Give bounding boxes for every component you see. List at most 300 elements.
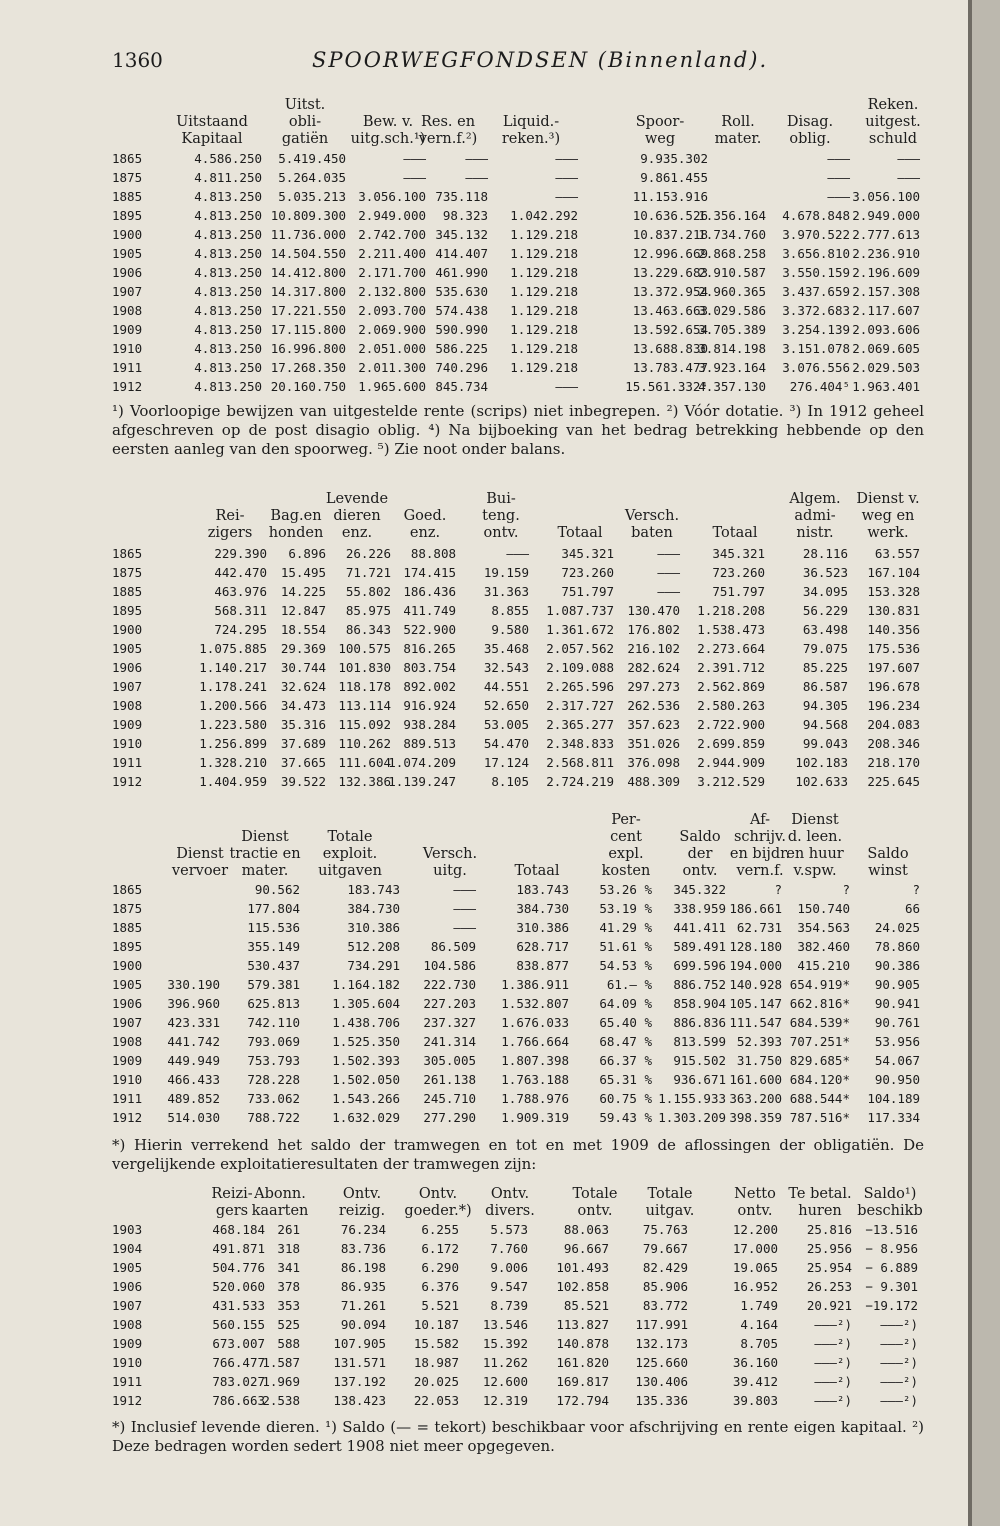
table-cell: 37.689 [280,736,326,751]
table-cell: 277.290 [423,1110,476,1125]
column-header: Spoor- weg [635,114,685,147]
table-cell: 161.820 [556,1355,609,1370]
column-header: Saldo winst [867,846,909,879]
table-row [112,679,920,698]
table-cell: 261 [277,1222,300,1237]
table-cell: 384.730 [347,901,400,916]
table-cell: 261.138 [423,1072,476,1087]
table-cell: 463.976 [214,584,267,599]
table-cell: 60.75 % [599,1091,652,1106]
table-cell: 489.852 [167,1091,220,1106]
table-cell: 13.463.663 [632,303,708,318]
table-cell: 345.132 [435,227,488,242]
table-cell: 504.776 [212,1260,265,1275]
table-cell: 414.407 [435,246,488,261]
year-cell: 1912 [112,1393,143,1408]
column-header: Totaal [557,525,603,541]
table-cell: 197.607 [867,660,920,675]
table-cell: 3.254.139 [782,322,850,337]
table-cell: 14.412.800 [270,265,346,280]
table-cell: 102.633 [795,774,848,789]
table-cell: 20.921 [806,1298,852,1313]
table-cell: 560.155 [212,1317,265,1332]
table-cell: 3.029.586 [698,303,766,318]
table-cell: 20.025 [413,1374,459,1389]
table-cell: 11.262 [482,1355,528,1370]
table-cell: 174.415 [403,565,456,580]
table-cell: 1.129.218 [510,227,578,242]
table-cell: 4.164 [740,1317,778,1332]
table-cell: ——— [555,379,578,394]
table-cell: 175.536 [867,641,920,656]
table-cell: 586.225 [435,341,488,356]
year-cell: 1906 [112,1279,143,1294]
table-cell: 12.847 [280,603,326,618]
table-cell: 9.547 [490,1279,528,1294]
table1-footnote: ¹) Voorloopige bewijzen van uitgestelde rente (scrips) niet inbegrepen. ²) Vóór dotatie. ³) In 1912 geheel afgeschreven op de post disagio oblig. ⁴) Na bijboeking van het bedrag betrekking hebbende op den eersten aanleg van den spoorweg. ⁵) Zie noot onder balans. [112,402,924,458]
column-header: Saldo der ontv. [679,829,721,879]
table-cell: 2.910.587 [698,265,766,280]
column-header: Te betal. huren [788,1186,852,1219]
table-cell: 135.336 [635,1393,688,1408]
table-cell: 111.604 [338,755,391,770]
table-cell: 18.554 [280,622,326,637]
table-cell: 1.543.266 [332,1091,400,1106]
table-cell: 13.783.477 [632,360,708,375]
table-cell: 64.09 % [599,996,652,1011]
year-cell: 1885 [112,584,143,599]
table-cell: 9.006 [490,1260,528,1275]
table-cell: 237.327 [423,1015,476,1030]
column-header: Disag. oblig. [786,114,834,147]
table-cell: 2.273.664 [697,641,765,656]
table-cell: 137.192 [333,1374,386,1389]
table-cell: 132.173 [635,1336,688,1351]
table-cell: 936.671 [673,1072,726,1087]
column-header: Roll. mater. [714,114,762,147]
table-row [112,977,920,996]
table-cell: 20.160.750 [270,379,346,394]
table-row [112,189,920,208]
column-header: Saldo¹) beschikb [857,1186,923,1219]
year-cell: 1865 [112,546,143,561]
table-row [112,660,920,679]
table-cell: 90.941 [874,996,920,1011]
table-cell: 803.754 [403,660,456,675]
table-cell: 113.827 [556,1317,609,1332]
table-row [112,882,920,901]
table-cell: 3.056.100 [852,189,920,204]
table-cell: 4.357.130 [698,379,766,394]
table-cell: 4.813.250 [194,360,262,375]
table-cell: 56.229 [802,603,848,618]
table-cell: 535.630 [435,284,488,299]
table-cell: 75.763 [642,1222,688,1237]
table-cell: 530.437 [247,958,300,973]
year-cell: 1900 [112,958,143,973]
table-row [112,1034,920,1053]
table-row [112,246,920,265]
table-cell: 6.290 [421,1260,459,1275]
table1-header [0,86,968,148]
table-cell: ———²) [814,1374,852,1389]
table-cell: 63.557 [874,546,920,561]
table-cell: 8.855 [491,603,529,618]
table-cell: 118.178 [338,679,391,694]
table-cell: 1.788.976 [501,1091,569,1106]
table-cell: 915.502 [673,1053,726,1068]
table-cell: 514.030 [167,1110,220,1125]
table-row [112,265,920,284]
table1-body [112,151,920,398]
table-cell: 838.877 [516,958,569,973]
table-cell: 310.386 [347,920,400,935]
table-row [112,227,920,246]
column-header: Liquid.- reken.³) [501,114,561,147]
table-cell: ——— [403,170,426,185]
table-cell: ——— [555,189,578,204]
table-cell: 522.900 [403,622,456,637]
table-cell: ——— [657,584,680,599]
table-cell: 1.361.672 [546,622,614,637]
table-cell: 130.470 [627,603,680,618]
table-cell: − 9.301 [865,1279,918,1294]
table-cell: 813.599 [673,1034,726,1049]
table-cell: 330.190 [167,977,220,992]
table-cell: 41.29 % [599,920,652,935]
column-header: Bag.en honden [268,508,324,541]
table-cell: 100.575 [338,641,391,656]
column-header: Bui- teng. ontv. [482,491,520,541]
table-cell: 196.678 [867,679,920,694]
table-cell: 1.356.164 [698,208,766,223]
table3-footnote: *) Hierin verrekend het saldo der tramwegen en tot en met 1909 de aflossingen der obligatiën. De vergelijkende exploitatieresultaten der tramwegen zijn: [112,1136,924,1173]
table-cell: 12.600 [482,1374,528,1389]
table-cell: 1.139.247 [388,774,456,789]
table-cell: 54.470 [483,736,529,751]
table-cell: ———²) [814,1355,852,1370]
table-cell: 140.878 [556,1336,609,1351]
table-cell: 1.223.580 [199,717,267,732]
table-cell: 734.291 [347,958,400,973]
table-row [112,1015,920,1034]
year-cell: 1908 [112,698,143,713]
table-cell: 16.952 [732,1279,778,1294]
table-cell: 18.987 [413,1355,459,1370]
table-cell: 25.956 [806,1241,852,1256]
table-row [112,1298,918,1317]
table-cell: 10.837.218 [632,227,708,242]
table-cell: 138.423 [333,1393,386,1408]
table-cell: 53.956 [874,1034,920,1049]
table-cell: 282.624 [627,660,680,675]
table-cell: 86.509 [430,939,476,954]
table-cell: ——— [897,170,920,185]
table-cell: 10.187 [413,1317,459,1332]
table-cell: − 8.956 [865,1241,918,1256]
table-cell: ———²) [880,1317,918,1332]
table-cell: 3.437.659 [782,284,850,299]
table-cell: 733.062 [247,1091,300,1106]
table-cell: 5.419.450 [278,151,346,166]
year-cell: 1909 [112,717,143,732]
table-cell: 654.919* [789,977,850,992]
column-header: Per- cent expl. kosten [601,812,651,879]
table-cell: ——— [453,920,476,935]
table-row [112,1260,918,1279]
table-cell: 176.802 [627,622,680,637]
table-cell: 63.498 [802,622,848,637]
table-cell: 101.830 [338,660,391,675]
table-cell: 345.321 [561,546,614,561]
year-cell: 1911 [112,1374,143,1389]
table-cell: 62.731 [736,920,782,935]
table-cell: 7.760 [490,1241,528,1256]
table-cell: 574.438 [435,303,488,318]
table-cell: 1.075.885 [199,641,267,656]
table-cell: 35.468 [483,641,529,656]
table-row [112,1091,920,1110]
table-cell: 9.861.455 [640,170,708,185]
year-cell: 1875 [112,565,143,580]
table-cell: 1.155.933 [658,1091,726,1106]
table-cell: 32.624 [280,679,326,694]
table-cell: 1.676.033 [501,1015,569,1030]
year-cell: 1909 [112,322,143,337]
table-cell: ——— [465,151,488,166]
year-cell: 1911 [112,1091,143,1106]
table-cell: 338.959 [673,901,726,916]
table-cell: 161.600 [729,1072,782,1087]
table-cell: 892.002 [403,679,456,694]
table-row [112,1374,918,1393]
table-cell: 1.129.218 [510,322,578,337]
table-cell: 673.007 [212,1336,265,1351]
table-cell: 1.042.292 [510,208,578,223]
table-cell: 2.051.000 [358,341,426,356]
year-cell: 1904 [112,1241,143,1256]
table-cell: 86.587 [802,679,848,694]
table-cell: 90.950 [874,1072,920,1087]
table-cell: 19.065 [732,1260,778,1275]
table-cell: 442.470 [214,565,267,580]
table-cell: 742.110 [247,1015,300,1030]
table-cell: 12.996.669 [632,246,708,261]
table-cell: 4.813.250 [194,303,262,318]
table-cell: 115.092 [338,717,391,732]
table-cell: 579.381 [247,977,300,992]
year-cell: 1910 [112,1355,143,1370]
table-row [112,641,920,660]
table-cell: 4.813.250 [194,341,262,356]
year-cell: 1910 [112,341,143,356]
page-number: 1360 [112,48,163,72]
table-cell: ——— [827,151,850,166]
table-cell: 2.391.712 [697,660,765,675]
table-cell: 94.305 [802,698,848,713]
table-cell: 4.813.250 [194,227,262,242]
table-cell: 1.178.241 [199,679,267,694]
table-cell: 1.129.218 [510,303,578,318]
column-header: Algem. admi- nistr. [789,491,841,541]
year-cell: 1909 [112,1336,143,1351]
year-cell: 1909 [112,1053,143,1068]
table-cell: ——— [555,170,578,185]
table-cell: 1.766.664 [501,1034,569,1049]
table-cell: 65.40 % [599,1015,652,1030]
table-cell: 1.969 [262,1374,300,1389]
table-row [112,546,920,565]
table2-body [112,546,920,793]
column-header: Levende dieren enz. [325,491,389,541]
table-row [112,341,920,360]
table-cell: 1.256.899 [199,736,267,751]
table-row [112,584,920,603]
table-cell: 793.069 [247,1034,300,1049]
table-cell: 6.376 [421,1279,459,1294]
table-row [112,379,920,398]
table-cell: 786.663 [212,1393,265,1408]
table-cell: 353 [277,1298,300,1313]
table-cell: 44.551 [483,679,529,694]
table-cell: 3.705.389 [698,322,766,337]
table-cell: 13.372.954 [632,284,708,299]
table-row [112,1317,918,1336]
table-cell: 34.095 [802,584,848,599]
table-cell: 34.473 [280,698,326,713]
table-cell: 740.296 [435,360,488,375]
table-cell: ? [842,882,850,897]
column-header: Dienst tractie en mater. [229,829,301,879]
table-cell: 4.811.250 [194,170,262,185]
table-cell: 66.37 % [599,1053,652,1068]
year-cell: 1865 [112,151,143,166]
table-cell: 1.074.209 [388,755,456,770]
table-cell: 4.813.250 [194,322,262,337]
table-cell: 53.005 [483,717,529,732]
table-cell: 1.965.600 [358,379,426,394]
table-cell: 2.029.503 [852,360,920,375]
table-cell: 2.211.400 [358,246,426,261]
table-cell: 10.809.300 [270,208,346,223]
table-cell: 2.944.909 [697,755,765,770]
table-cell: 4.813.250 [194,379,262,394]
year-cell: 1908 [112,1317,143,1332]
table-cell: 355.149 [247,939,300,954]
table-cell: 88.808 [410,546,456,561]
table-cell: 4.813.250 [194,284,262,299]
table-cell: 1.532.807 [501,996,569,1011]
table-row [112,939,920,958]
table-cell: 1.328.210 [199,755,267,770]
column-header: Reizi- gers [211,1186,253,1219]
column-header: Versch. uitg. [422,846,478,879]
table-row [112,1393,918,1412]
table-cell: 90.386 [874,958,920,973]
table-row [112,1336,918,1355]
table3-header [0,802,968,880]
table-cell: 229.390 [214,546,267,561]
table-cell: 31.363 [483,584,529,599]
table-cell: 2.132.800 [358,284,426,299]
table-cell: 25.816 [806,1222,852,1237]
table-cell: ———²) [880,1336,918,1351]
year-cell: 1912 [112,379,143,394]
table-cell: 728.228 [247,1072,300,1087]
table-row [112,603,920,622]
table-cell: 167.104 [867,565,920,580]
table-cell: 783.027 [212,1374,265,1389]
table-cell: 13.546 [482,1317,528,1332]
table-cell: 39.803 [732,1393,778,1408]
table-cell: ——— [555,151,578,166]
table-cell: 32.543 [483,660,529,675]
table-cell: 196.234 [867,698,920,713]
year-cell: 1900 [112,622,143,637]
column-header: Totale ontv. [572,1186,618,1219]
table-cell: 15.392 [482,1336,528,1351]
column-header: Ontv. goeder.*) [404,1186,472,1219]
table-cell: 2.742.700 [358,227,426,242]
year-cell: 1895 [112,208,143,223]
table-cell: 2.117.607 [852,303,920,318]
table-cell: 110.262 [338,736,391,751]
table-cell: 90.761 [874,1015,920,1030]
table-cell: 1.763.188 [501,1072,569,1087]
table-cell: 1.749 [740,1298,778,1313]
table-cell: 150.740 [797,901,850,916]
table-cell: 90.905 [874,977,920,992]
table3-body [112,882,920,1129]
table-cell: ——— [657,546,680,561]
table-cell: 14.225 [280,584,326,599]
column-header: Dienst d. leen. en huur v.spw. [786,812,844,879]
table-cell: ? [912,882,920,897]
table-cell: 723.260 [561,565,614,580]
table-cell: 140.928 [729,977,782,992]
table-cell: 85.225 [802,660,848,675]
table-cell: 4.813.250 [194,208,262,223]
table-cell: 1.218.208 [697,603,765,618]
table-cell: 99.043 [802,736,848,751]
table-cell: 2.171.700 [358,265,426,280]
table-cell: 15.561.332⁴ [625,379,708,394]
table-cell: 1.807.398 [501,1053,569,1068]
year-cell: 1895 [112,603,143,618]
page-title: SPOORWEGFONDSEN (Binnenland). [312,48,769,72]
table-cell: ——— [506,546,529,561]
column-header: Totale exploit. uitgaven [318,829,382,879]
year-cell: 1911 [112,360,143,375]
year-cell: 1908 [112,303,143,318]
year-cell: 1905 [112,641,143,656]
table-cell: 707.251* [789,1034,850,1049]
table-cell: 684.539* [789,1015,850,1030]
table-cell: 520.060 [212,1279,265,1294]
table-cell: 36.523 [802,565,848,580]
table-cell: 735.118 [435,189,488,204]
table-cell: ——— [827,170,850,185]
table-cell: 115.536 [247,920,300,935]
table-cell: 59.43 % [599,1110,652,1125]
year-cell: 1906 [112,265,143,280]
column-header: Abonn. kaarten [251,1186,309,1219]
table-cell: 14.317.800 [270,284,346,299]
table-cell: ——— [465,170,488,185]
table-row [112,565,920,584]
table-cell: 227.203 [423,996,476,1011]
table-cell: 13.592.654 [632,322,708,337]
